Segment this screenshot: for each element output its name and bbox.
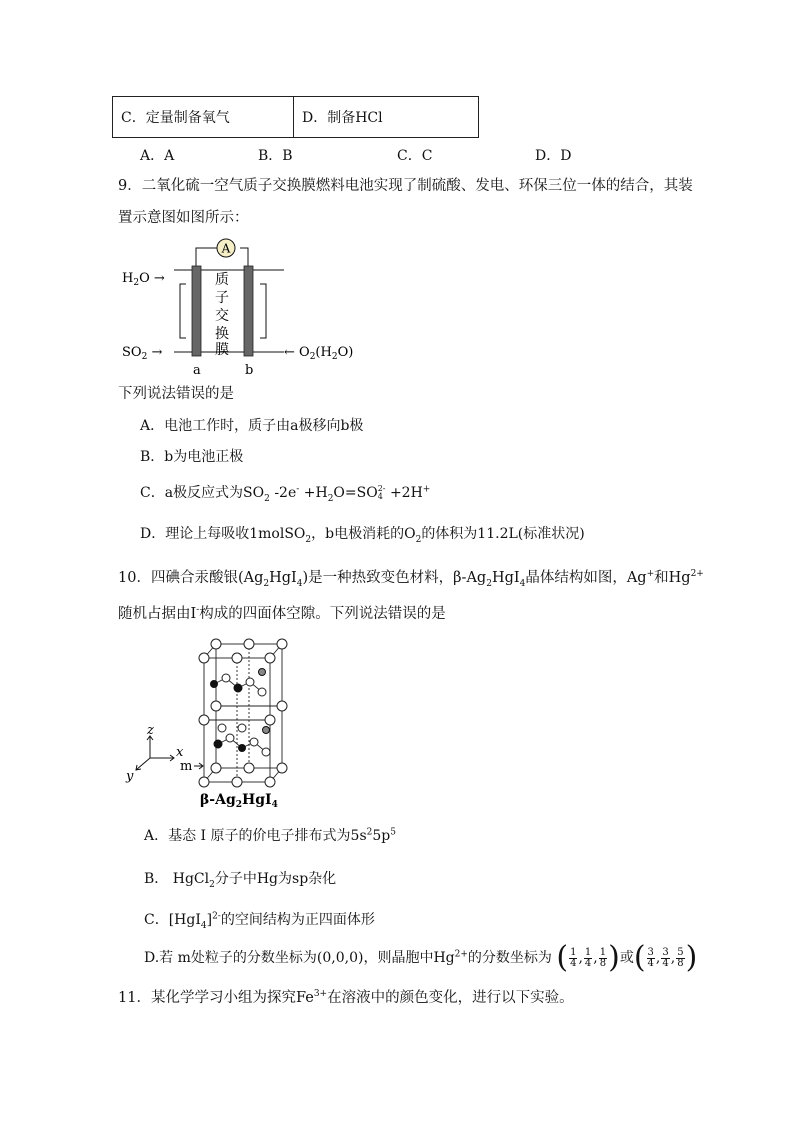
q9-stem-line1: 9．二氧化硫一空气质子交换膜燃料电池实现了制硫酸、发电、环保三位一体的结合，其装: [118, 178, 693, 194]
q8-choice-d: D．D: [535, 148, 572, 164]
q10-option-d: D.若 m处粒子的分数坐标为(0,0,0)，则晶胞中$Hg^{2+}$的分数坐标为 ( $\frac{1}{4}$ , $\frac{1}{4}$ , $\frac{1}{8}$ )或( $\frac{3}{4}$ , $\frac{3}{4}$ , $\frac{5}{8}$ ): [144, 938, 697, 978]
axis-z-label: z: [147, 723, 154, 738]
ammeter-label: A: [221, 241, 231, 256]
q9-option-b: B．b为电池正极: [140, 449, 244, 465]
input-h2o-label: $H_2O$ →: [122, 271, 165, 288]
q10-crystal-structure-figure: [122, 632, 292, 812]
q8-choice-a: A．A: [140, 148, 175, 164]
electrode-a-label: a: [193, 363, 201, 378]
q10-option-c: C．$[HgI_4]^{2-}$的空间结构为正四面体形: [144, 911, 375, 931]
q8-cell-c: C．定量制备氧气: [113, 97, 294, 138]
q10-stem-line2: 随机占据由I-构成的四面体空隙。下列说法错误的是: [118, 605, 446, 622]
figure-caption: $\beta-Ag_2HgI_4$: [200, 792, 278, 810]
q9-stem-line2: 置示意图如图所示：: [118, 210, 249, 226]
membrane-char-5: 膜: [215, 342, 229, 358]
q8-choice-b: B．B: [258, 148, 293, 164]
q10-option-a: A．基态 I 原子的价电子排布式为$5s^25p^5$: [144, 827, 396, 844]
q9-fuel-cell-diagram: [118, 234, 368, 382]
q8-cell-d: D．制备HCl: [294, 97, 479, 138]
membrane-char-2: 子: [215, 290, 229, 306]
q9-option-d: D．理论上每吸收1molSO$_2$，b电极消耗的$O_2$的体积为11.2L(标准状况): [140, 526, 585, 545]
q10-option-b: B． HgCl$_2$分子中Hg为sp杂化: [144, 871, 337, 890]
coord-2: ( $\frac{3}{4}$ , $\frac{3}{4}$ , $\frac{5}{8}$ ): [633, 940, 698, 975]
axis-y-label: y: [126, 769, 134, 784]
electrode-a: [192, 266, 201, 356]
q11-stem: 11．某化学学习小组为探究$Fe^{3+}$在溶液中的颜色变化，进行以下实验。: [118, 989, 574, 1006]
q8-choice-c: C．C: [397, 148, 433, 164]
membrane-char-3: 交: [215, 308, 229, 324]
input-o2-label: ← $O_2(H_2O)$: [284, 345, 354, 362]
membrane-char-1: 质: [215, 272, 229, 288]
coord-1: ( $\frac{1}{4}$ , $\frac{1}{4}$ , $\frac{1}{8}$ ): [556, 940, 620, 975]
q10-stem-line1: 10．四碘合汞酸银$(Ag_2HgI_4)$是一种热致变色材料，$\beta-Ag_2HgI_4$晶体结构如图，Ag+和$Hg^{2+}$: [118, 569, 704, 589]
input-so2-label: $SO_2$ →: [122, 345, 163, 362]
electrode-b-label: b: [245, 363, 254, 378]
q9-option-a: A．电池工作时，质子由a极移向b极: [140, 418, 364, 434]
electrode-b: [244, 266, 253, 356]
point-m-label: m: [180, 759, 193, 774]
axis-x-label: x: [176, 745, 184, 760]
q9-option-c: C．a极反应式为$SO_2$ $-2e^- +H_2O=SO$ 2- 4 +2H+: [140, 484, 431, 504]
membrane-char-4: 换: [215, 326, 229, 342]
q9-prompt: 下列说法错误的是: [118, 386, 234, 402]
q8-option-table: [112, 96, 479, 138]
